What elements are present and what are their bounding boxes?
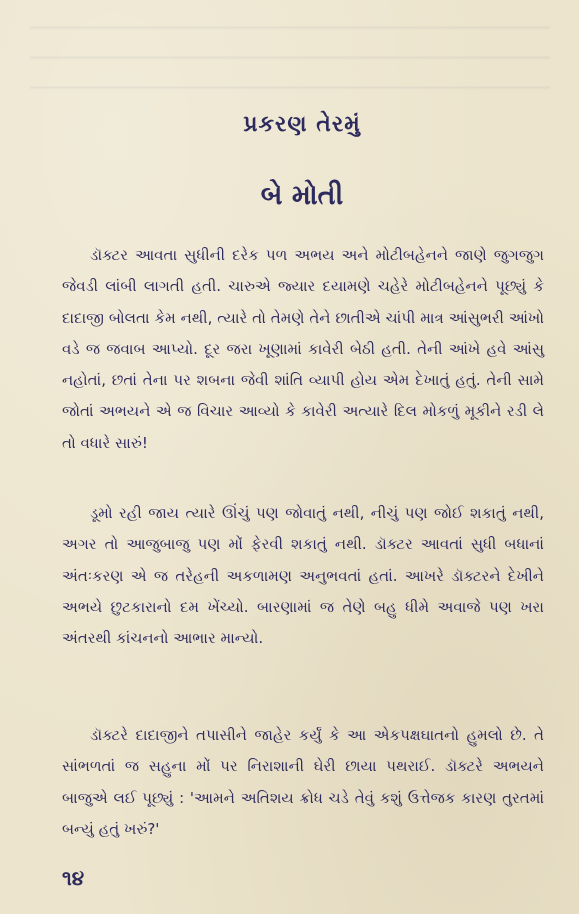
paragraph: ડૉક્ટર આવતા સુધીની દરેક પળ અભય અને મોટીબહેનને જાણે જુગજુગ જેવડી લાંબી લાગતી હતી. ચારુએ જ્યાર દયામણે ચહેરે મોટીબહેનને પૂછ્યું કે દાદાજી બોલતા કેમ નથી, ત્યારે તો તેમણે તેને છાતીએ ચાંપી માત્ર આંસુભરી આંખો વડે જ જવાબ આપ્યો. દૂર જરા ખૂણામાં કાવેરી બેઠી હતી. તેની આંખે હવે આંસુ નહોતાં, છતાં તેના પર શબના જેવી શાંતિ વ્યાપી હોય એમ દેખાતું હતું. તેની સામે જોતાં અભયને એ જ વિચાર આવ્યો કે કાવેરી અત્યારે દિલ મોકળું મૂકીને રડી લે તો વધારે સારું! [62, 246, 544, 452]
chapter-heading: પ્રકરણ તેરમું [243, 112, 361, 137]
page-number: ૧૪ [62, 866, 85, 890]
paragraph: ડૂમો રહી જાય ત્યારે ઊંચું પણ જોવાતું નથી, નીચું પણ જોઈ શકાતું નથી, અગર તો આજુબાજુ પણ મોં ફેરવી શકાતું નથી. ડૉક્ટર આવતાં સુધી બધાનાં અંતઃકરણ એ જ તરેહની અકળામણ અનુભવતાં હતાં. આખરે ડૉક્ટરને દેખીને અભયે છુટકારાનો દમ ખેંચ્યો. બારણામાં જ તેણે બહુ ધીમે અવાજે પણ ખરા અંતરથી કાંચનનો આભાર માન્યો. [62, 504, 544, 648]
chapter-title: બે મોતી [260, 180, 344, 211]
paragraph: ડૉક્ટરે દાદાજીને તપાસીને જાહેર કર્યું કે આ એકપક્ષઘાતનો હુમલો છે. તે સાંભળતાં જ સહુના મોં પર નિરાશાની ઘેરી છાયા પથરાઈ. ડૉક્ટરે અભયને બાજુએ લઈ પૂછ્યું : 'આમને અતિશય ક્રોધ ચડે તેવું કશું ઉત્તેજક કારણ તુરતમાં બન્યું હતું ખરું?' [62, 726, 544, 838]
book-page [62, 0, 542, 914]
